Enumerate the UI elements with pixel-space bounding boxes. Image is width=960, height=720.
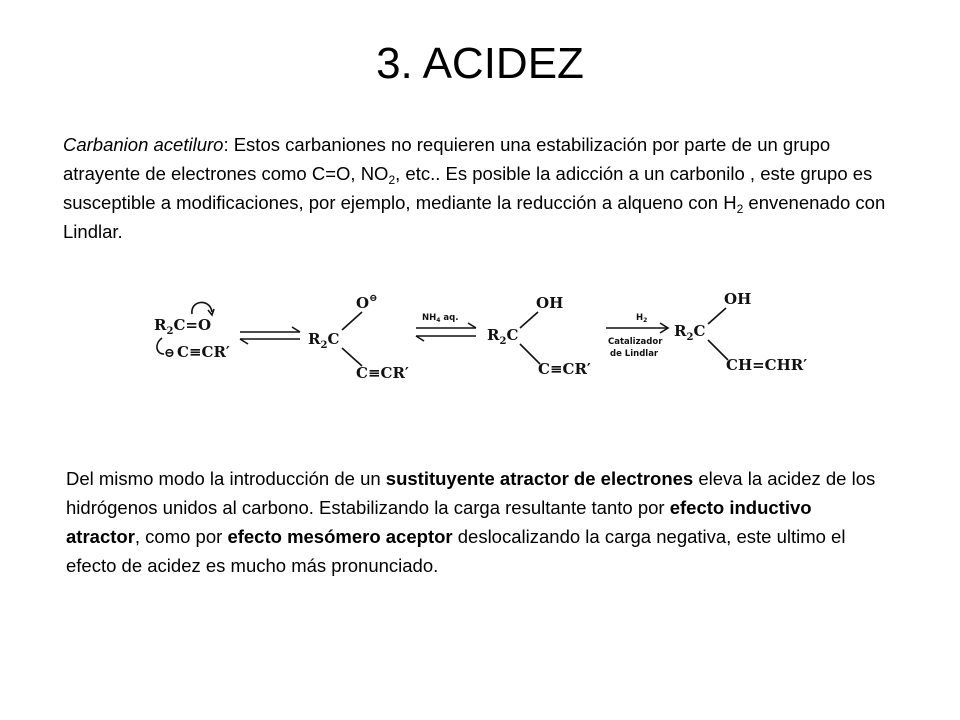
bond-line	[708, 340, 728, 360]
acetylide-label: C≡CR′	[177, 343, 230, 361]
paragraph-text: eleva la acidez de los hidrógenos unidos al carbono. Estabilizando la carga resultante tanto por	[66, 468, 876, 518]
acetylide-plus-carbonyl	[154, 302, 230, 361]
paragraph-text: , como por	[134, 526, 228, 547]
hydroxyl-label: OH	[724, 290, 752, 308]
reagent-label: $NH_4$ aq.	[422, 313, 459, 324]
paragraph-text: , etc.. Es posible la adicción a un carbonilo , este grupo es susceptible a modificaciones, por ejemplo, mediante la reducción a alqueno con H	[63, 163, 873, 213]
alcohol-structure	[487, 294, 591, 378]
bond-line	[342, 312, 362, 330]
subscript: 2	[388, 173, 396, 187]
charge-symbol: ⊖	[164, 346, 175, 361]
carbonyl-label: $R_2C=O$	[154, 316, 212, 337]
bold-term: efecto inductivo atractor	[66, 497, 812, 547]
bold-term: sustituyente atractor de electrones	[385, 468, 694, 489]
catalyst-label: Catalizador	[608, 337, 663, 347]
r2c-label: $R_2C$	[674, 322, 706, 343]
r2c-label: $R_2C$	[487, 326, 519, 347]
reaction-scheme	[140, 278, 830, 390]
catalyst-label: de Lindlar	[610, 349, 659, 359]
hydrogen-label: $H_2$	[636, 313, 648, 324]
alkyne-label: C≡CR′	[356, 364, 409, 382]
term-acetylide: Carbanion acetiluro	[63, 134, 224, 155]
r2c-label: $R_2C$	[308, 330, 340, 351]
subscript: 2	[736, 202, 744, 216]
paragraph-acetylide	[63, 130, 895, 246]
alkoxide-structure	[308, 293, 409, 382]
equilibrium-arrow-icon	[416, 313, 476, 341]
alkyne-label: C≡CR′	[538, 360, 591, 378]
bond-line	[520, 312, 538, 328]
alkene-label: CH=CHR′	[726, 356, 808, 374]
alkene-structure	[674, 290, 807, 374]
reaction-arrow-icon	[606, 313, 668, 359]
bold-term: efecto mesómero aceptor	[227, 526, 453, 547]
paragraph-substituent	[66, 464, 886, 580]
slide-title: 3. ACIDEZ	[376, 39, 584, 88]
hydroxyl-label: OH	[536, 294, 564, 312]
oxygen-label: O⊖	[356, 293, 378, 312]
paragraph-text: : Estos carbaniones no requieren una estabilización por parte de un grupo atrayente de electrones como C=O, NO	[63, 134, 831, 184]
electron-arrow-icon	[157, 338, 164, 354]
bond-line	[520, 344, 540, 364]
bond-line	[708, 308, 726, 324]
equilibrium-arrow-icon	[240, 327, 300, 344]
paragraph-text: deslocalizando la carga negativa, este ultimo el efecto de acidez es mucho más pronunciado.	[66, 526, 846, 576]
paragraph-text: Del mismo modo la introducción de un	[66, 468, 386, 489]
paragraph-text: envenenado con Lindlar.	[63, 192, 886, 242]
